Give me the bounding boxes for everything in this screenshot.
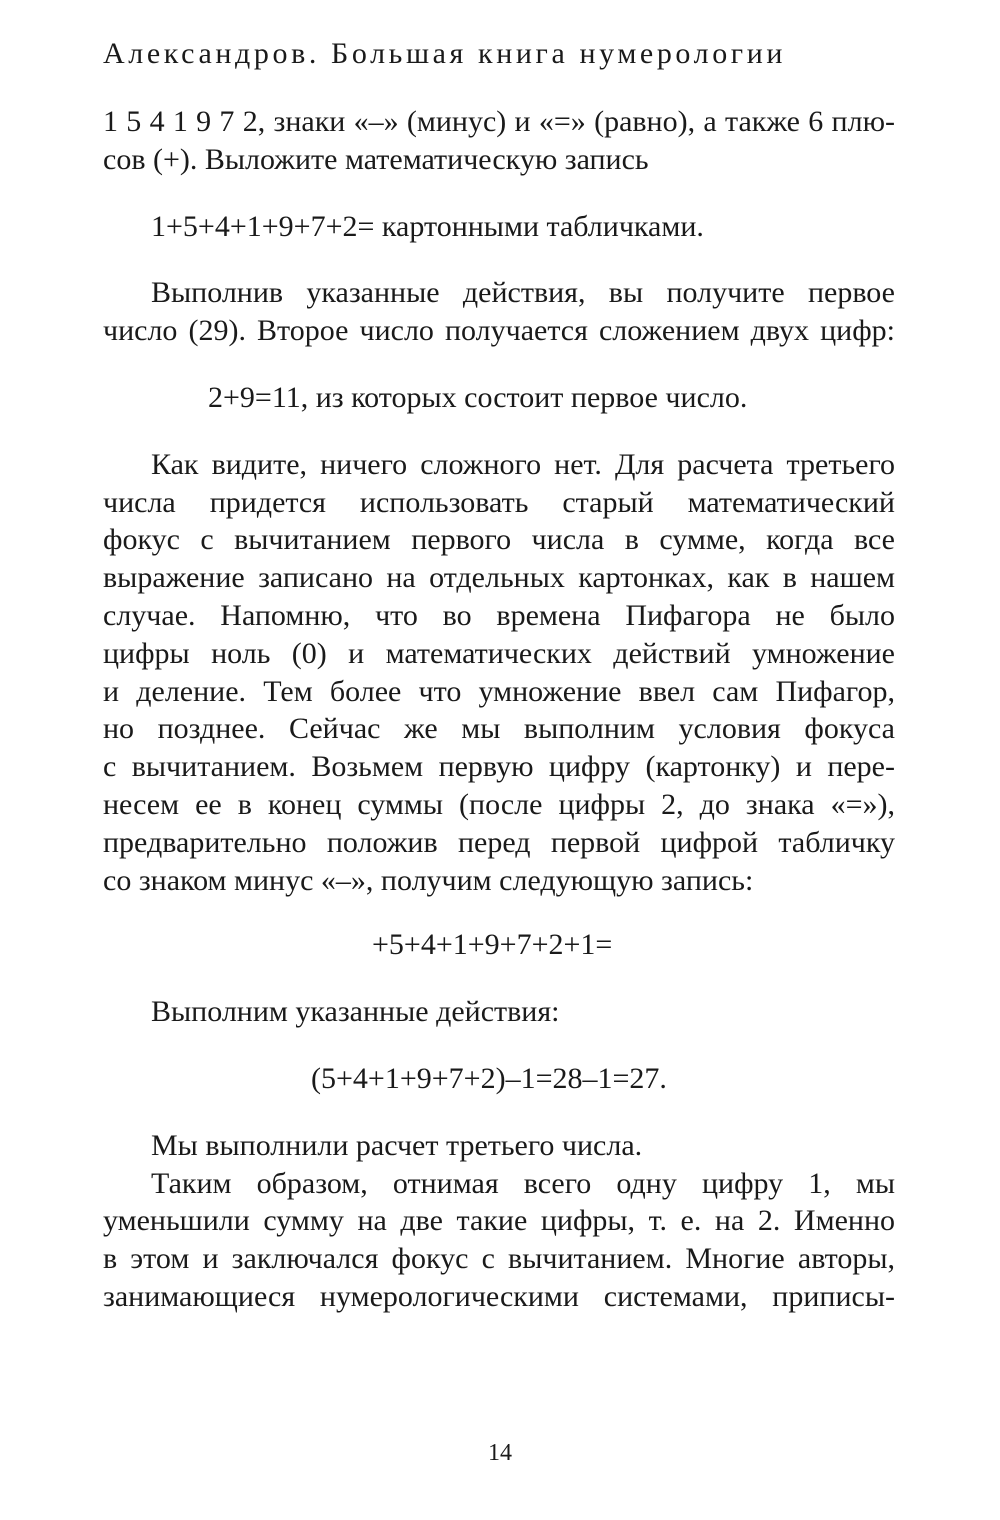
text-line: Таким образом, отнимая всего одну цифру 1, мы — [151, 1166, 895, 1200]
page-number: 14 — [488, 1440, 512, 1466]
text-line: 1 5 4 1 9 7 2, знаки «–» (минус) и «=» (равно), а также 6 плю- — [103, 105, 895, 138]
running-head: Александров. Большая книга нумерологии — [103, 37, 787, 70]
text-line: сов (+). Выложите математическую запись — [103, 142, 649, 176]
text-line: Как видите, ничего сложного нет. Для расчета третьего — [151, 447, 895, 481]
text-line: занимающиеся нумерологическими системами, приписы- — [103, 1279, 895, 1313]
text-line: со знаком минус «–», получим следующую запись: — [103, 863, 754, 897]
formula-1: 1+5+4+1+9+7+2= картонными табличками. — [151, 209, 704, 243]
body-text — [103, 103, 895, 1316]
text-line: с вычитанием. Возьмем первую цифру (картонку) и пере- — [103, 750, 895, 784]
formula-4: (5+4+1+9+7+2)–1=28–1=27. — [311, 1061, 667, 1095]
formula-3: +5+4+1+9+7+2+1= — [372, 928, 613, 962]
text-line: выражение записано на отдельных картонках, как в нашем — [103, 561, 895, 595]
text-line: несем ее в конец суммы (после цифры 2, до знака «=»), — [103, 787, 895, 821]
text-line: в этом и заключался фокус с вычитанием. Многие авторы, — [103, 1242, 895, 1276]
text-line: цифры ноль (0) и математических действий умножение — [103, 636, 895, 670]
text-line: но позднее. Сейчас же мы выполним условия фокуса — [103, 712, 895, 746]
text-line: уменьшили сумму на две такие цифры, т. е. на 2. Именно — [103, 1204, 895, 1238]
text-line: фокус с вычитанием первого числа в сумме, когда все — [103, 523, 895, 557]
text-line: предварительно положив перед первой цифрой табличку — [103, 825, 895, 859]
text-line: Выполнив указанные действия, вы получите первое — [151, 276, 895, 310]
text-line: случае. Напомню, что во времена Пифагора не было — [103, 598, 895, 632]
text-line: число (29). Второе число получается сложением двух цифр: — [103, 314, 895, 348]
text-line: Выполним указанные действия: — [151, 995, 560, 1029]
text-line: и деление. Тем более что умножение ввел сам Пифагор, — [103, 674, 895, 708]
formula-2: 2+9=11, из которых состоит первое число. — [208, 380, 748, 414]
text-line: числа придется использовать старый математический — [103, 485, 895, 519]
text-line: Мы выполнили расчет третьего числа. — [151, 1128, 643, 1162]
